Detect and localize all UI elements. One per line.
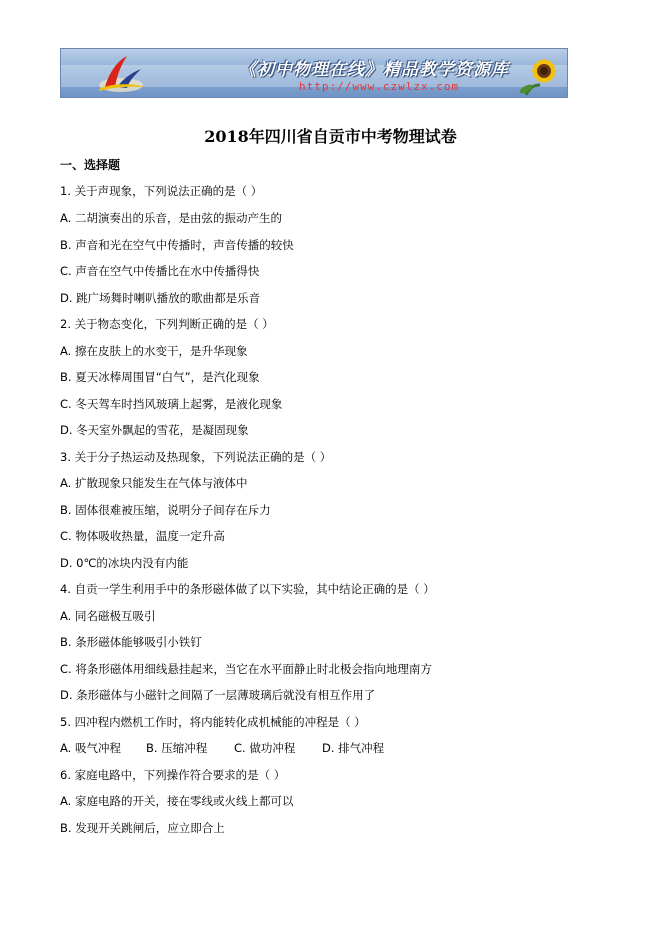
question-6: 6. 家庭电路中，下列操作符合要求的是（ ） bbox=[60, 768, 286, 782]
q3-option-a: A. 扩散现象只能发生在气体与液体中 bbox=[60, 476, 248, 490]
question-3: 3. 关于分子热运动及热现象，下列说法正确的是（ ） bbox=[60, 450, 332, 464]
q5-options bbox=[60, 740, 384, 756]
q5-option-a: A. 吸气冲程 bbox=[60, 741, 121, 755]
q6-option-a: A. 家庭电路的开关，接在零线或火线上都可以 bbox=[60, 794, 294, 808]
q1-option-b: B. 声音和光在空气中传播时，声音传播的较快 bbox=[60, 238, 294, 252]
q4-option-a: A. 同名磁极互吸引 bbox=[60, 609, 156, 623]
q3-option-c: C. 物体吸收热量，温度一定升高 bbox=[60, 529, 225, 543]
q4-option-d: D. 条形磁体与小磁针之间隔了一层薄玻璃后就没有相互作用了 bbox=[60, 688, 376, 702]
document-title: 2018年四川省自贡市中考物理试卷 bbox=[204, 127, 457, 146]
q4-option-c: C. 将条形磁体用细线悬挂起来，当它在水平面静止时北极会指向地理南方 bbox=[60, 662, 432, 676]
q4-option-b: B. 条形磁体能够吸引小铁钉 bbox=[60, 635, 202, 649]
question-2: 2. 关于物态变化，下列判断正确的是（ ） bbox=[60, 317, 274, 331]
q2-option-b: B. 夏天冰棒周围冒“白气”，是汽化现象 bbox=[60, 370, 260, 384]
question-5: 5. 四冲程内燃机工作时，将内能转化成机械能的冲程是（ ） bbox=[60, 715, 366, 729]
q2-option-c: C. 冬天驾车时挡风玻璃上起雾，是液化现象 bbox=[60, 397, 283, 411]
q6-option-b: B. 发现开关跳闸后，应立即合上 bbox=[60, 821, 225, 835]
sunflower-icon bbox=[516, 49, 568, 97]
q5-option-b: B. 压缩冲程 bbox=[146, 741, 208, 755]
q2-option-d: D. 冬天室外飘起的雪花，是凝固现象 bbox=[60, 423, 249, 437]
q1-option-c: C. 声音在空气中传播比在水中传播得快 bbox=[60, 264, 260, 278]
q5-option-d: D. 排气冲程 bbox=[322, 741, 385, 755]
question-1: 1. 关于声现象，下列说法正确的是（ ） bbox=[60, 184, 263, 198]
q3-option-b: B. 固体很难被压缩，说明分子间存在斥力 bbox=[60, 503, 271, 517]
header-banner bbox=[60, 48, 568, 98]
q2-option-a: A. 擦在皮肤上的水变干，是升华现象 bbox=[60, 344, 248, 358]
banner-url[interactable]: http://www.czwlzx.com bbox=[299, 80, 460, 93]
section-heading: 一、选择题 bbox=[60, 158, 121, 172]
q1-option-d: D. 跳广场舞时喇叭播放的歌曲都是乐音 bbox=[60, 291, 261, 305]
q5-option-c: C. 做功冲程 bbox=[234, 741, 296, 755]
q3-option-d: D. 0℃的冰块内没有内能 bbox=[60, 556, 189, 570]
question-4: 4. 自贡一学生利用手中的条形磁体做了以下实验，其中结论正确的是（ ） bbox=[60, 582, 435, 596]
banner-title: 《初中物理在线》精品教学资源库 bbox=[239, 60, 509, 80]
q1-option-a: A. 二胡演奏出的乐音，是由弦的振动产生的 bbox=[60, 211, 282, 225]
red-swoosh-logo-icon bbox=[91, 53, 151, 95]
